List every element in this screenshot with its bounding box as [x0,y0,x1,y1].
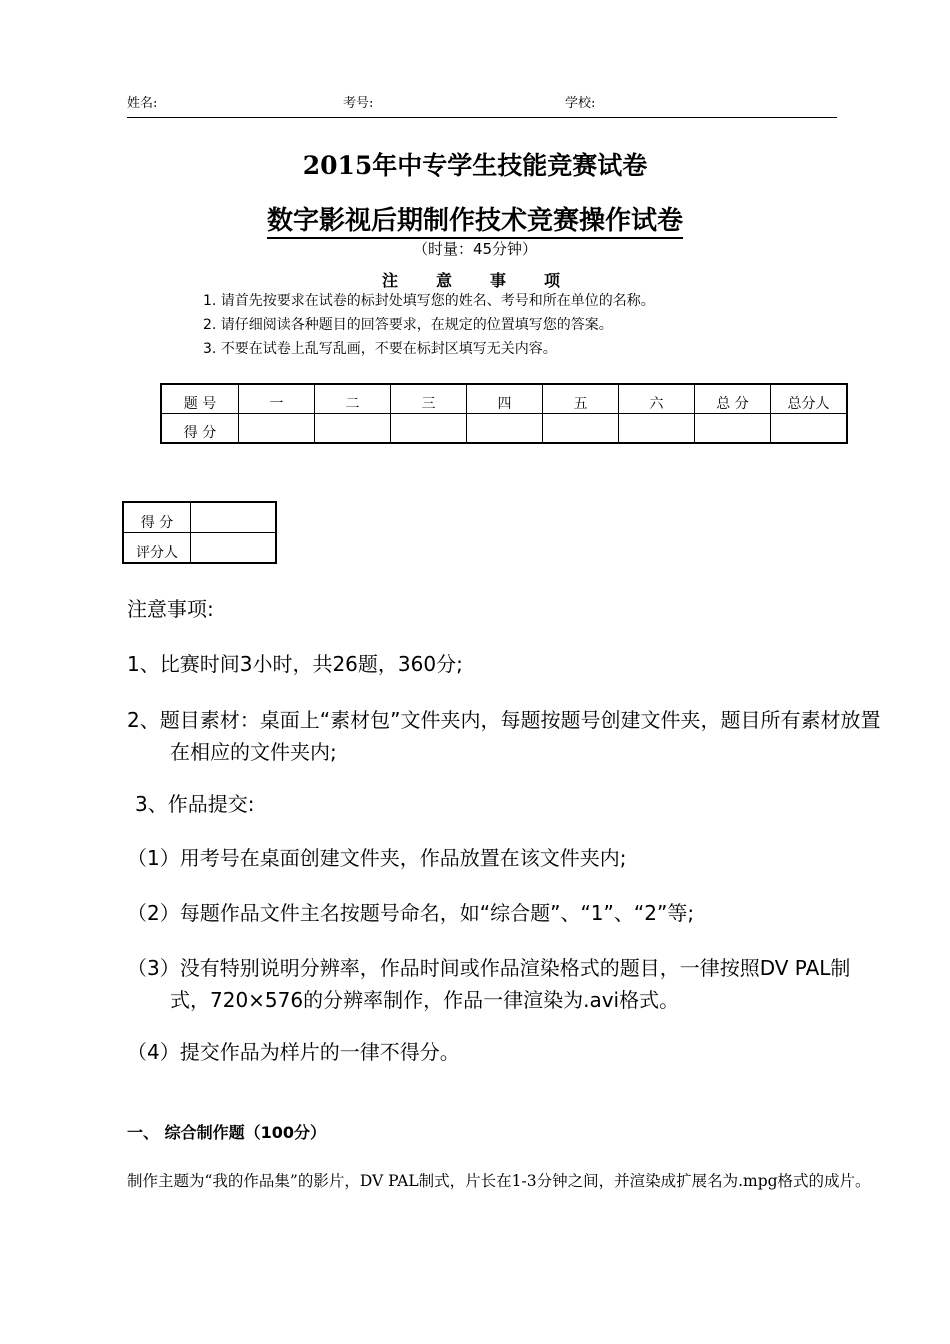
score-header-cell: 一 [239,384,315,414]
instructions-heading: 注意事项: [127,597,214,621]
score-cell [771,414,848,444]
section-heading: 一、 综合制作题（100分） [127,1123,326,1142]
exam-subtitle [0,200,950,237]
score-cell [315,414,391,444]
grader-table [122,501,277,564]
exam-subtitle-text: 数字影视后期制作技术竞赛操作试卷 [267,206,683,239]
score-cell [543,414,619,444]
score-table-score-row [161,414,847,444]
grader-name-label: 评分人 [123,533,191,564]
score-cell [619,414,695,444]
score-header-cell: 总 分 [695,384,771,414]
instruction-subitem: （2）每题作品文件主名按题号命名，如“综合题”、“1”、“2”等; [127,901,695,925]
grader-name-cell [191,533,277,564]
notice-item: 1. 请首先按要求在试卷的标封处填写您的姓名、考号和所在单位的名称。 [203,293,655,309]
score-header-cell: 总分人 [771,384,848,414]
notice-item: 3. 不要在试卷上乱写乱画，不要在标封区填写无关内容。 [203,341,557,357]
score-table [160,383,848,444]
name-label: 姓名: [127,96,158,111]
grader-score-label: 得 分 [123,502,191,533]
score-table-header-row [161,384,847,414]
instruction-item: 2、题目素材：桌面上“素材包”文件夹内，每题按题号创建文件夹，题目所有素材放置在相应的文件夹内; [127,708,881,764]
instruction-item: 1、比赛时间3小时，共26题，360分; [127,652,463,676]
score-cell [467,414,543,444]
instruction-subitem: （1）用考号在桌面创建文件夹，作品放置在该文件夹内; [127,846,627,870]
instruction-subitem: （4）提交作品为样片的一律不得分。 [127,1040,460,1064]
exam-number-label: 考号: [343,96,374,111]
school-label: 学校: [565,96,596,111]
header-divider [127,117,837,118]
grader-score-cell [191,502,277,533]
score-row-label: 得 分 [161,414,239,444]
score-cell [695,414,771,444]
score-header-cell: 六 [619,384,695,414]
score-header-cell: 五 [543,384,619,414]
notice-heading: 注意事项 [382,271,599,290]
score-header-cell: 四 [467,384,543,414]
exam-title: 2015年中专学生技能竞赛试卷 [302,151,648,180]
score-header-cell: 三 [391,384,467,414]
instruction-subitem: （3）没有特别说明分辨率，作品时间或作品渲染格式的题目，一律按照DV PAL制式，720×576的分辨率制作，作品一律渲染为.avi格式。 [127,956,851,1012]
instruction-item: 3、作品提交: [135,792,255,816]
section-text: 制作主题为“我的作品集”的影片，DV PAL制式，片长在1-3分钟之间，并渲染成扩展名为.mpg格式的成片。 [127,1172,871,1190]
score-header-cell: 二 [315,384,391,414]
score-cell [391,414,467,444]
notice-item: 2. 请仔细阅读各种题目的回答要求，在规定的位置填写您的答案。 [203,317,613,333]
score-cell [239,414,315,444]
exam-duration: （时量：45分钟） [412,240,538,258]
score-header-cell: 题 号 [161,384,239,414]
